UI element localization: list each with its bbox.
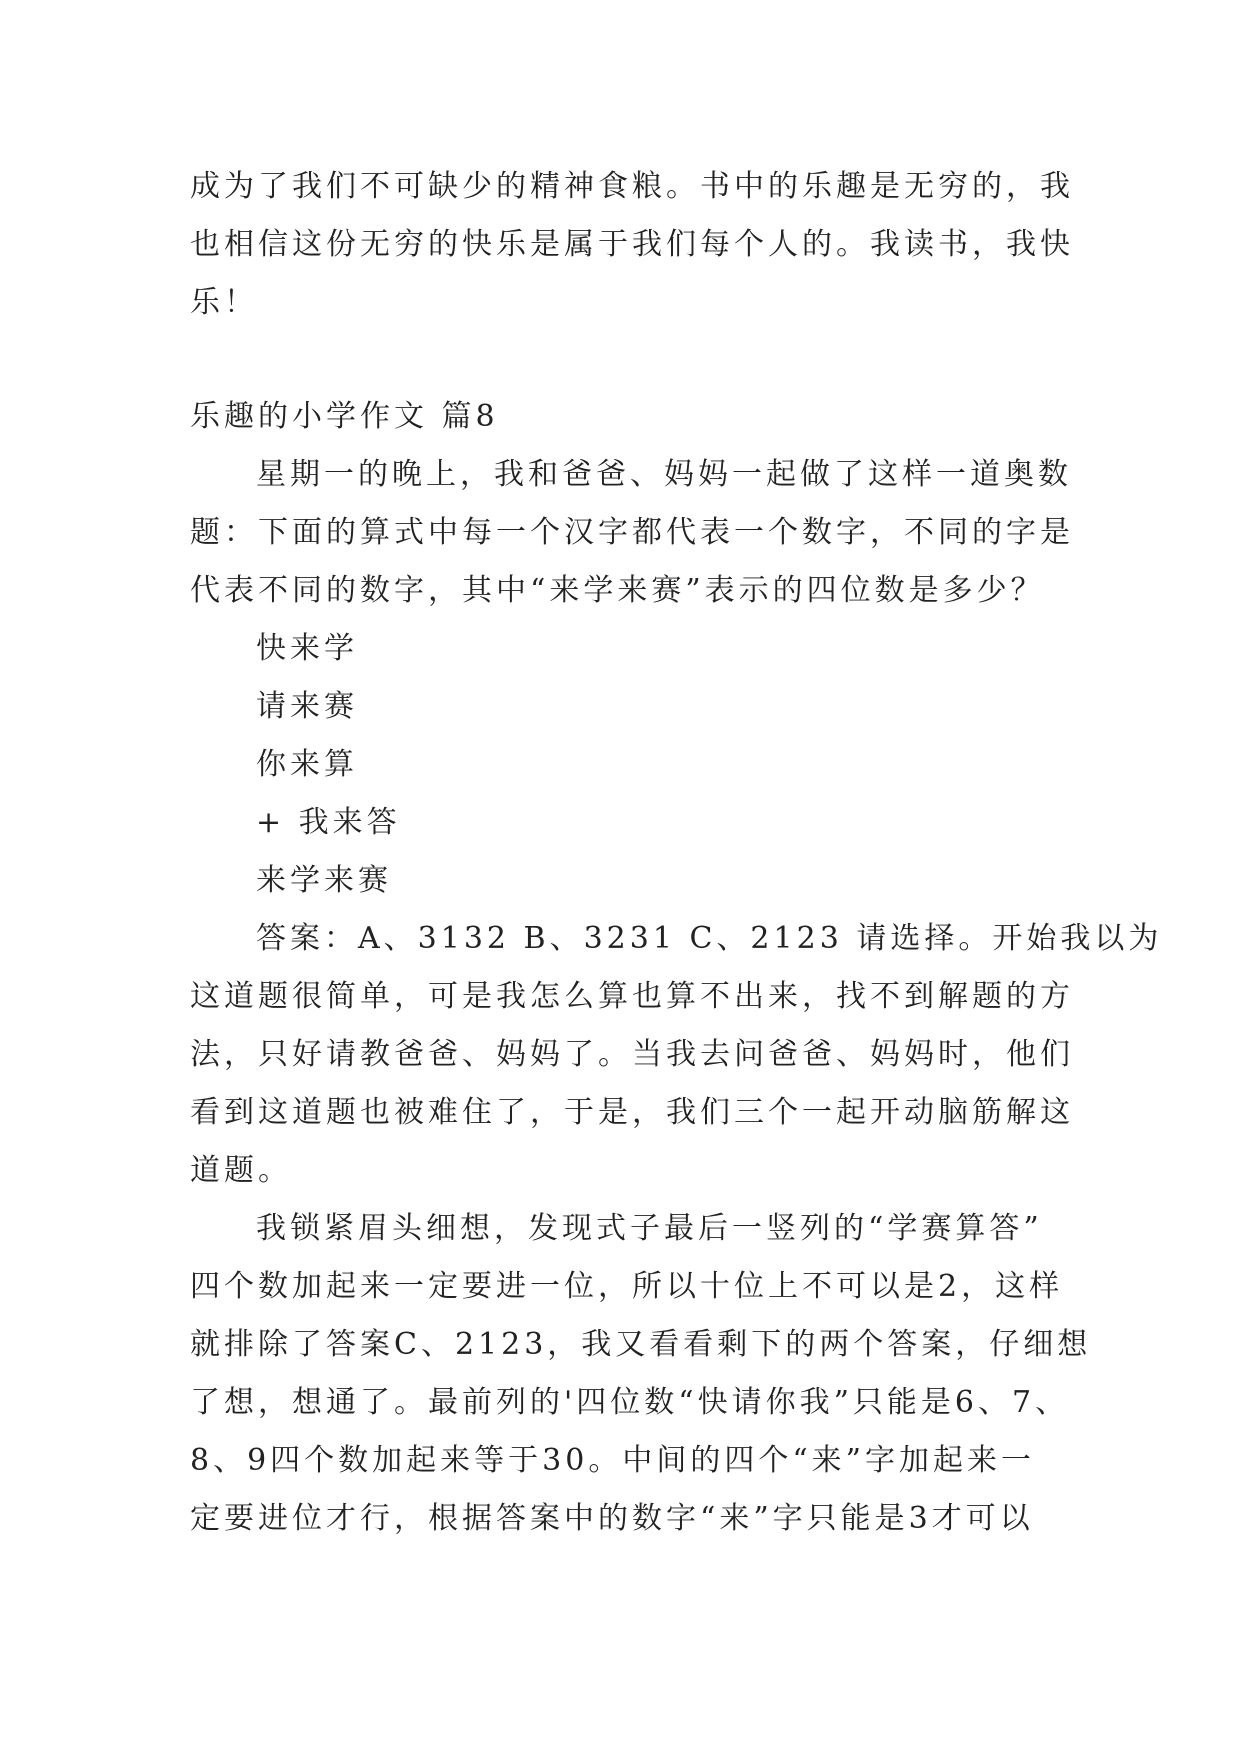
paragraph-line: 四个数加起来一定要进一位，所以十位上不可以是2，这样 <box>190 1269 1064 1304</box>
paragraph-line: 乐！ <box>190 285 258 320</box>
paragraph-line: 8、9四个数加起来等于30。中间的四个“来”字加起来一 <box>190 1443 1036 1478</box>
equation-line: + 我来答 <box>256 805 401 840</box>
paragraph-line: 这道题很简单，可是我怎么算也算不出来，找不到解题的方 <box>190 979 1074 1014</box>
section-heading: 乐趣的小学作文 篇8 <box>190 399 499 434</box>
paragraph-line: 法，只好请教爸爸、妈妈了。当我去问爸爸、妈妈时，他们 <box>190 1037 1074 1072</box>
paragraph-line: 题：下面的算式中每一个汉字都代表一个数字，不同的字是 <box>190 515 1074 550</box>
paragraph-line: 答案：A、3132 B、3231 C、2123 请选择。开始我以为 <box>256 921 1163 956</box>
paragraph-line: 代表不同的数字，其中“来学来赛”表示的四位数是多少？ <box>190 573 1045 608</box>
paragraph-line: 了想，想通了。最前列的'四位数“快请你我”只能是6、7、 <box>190 1385 1070 1420</box>
equation-line: 来学来赛 <box>256 863 392 898</box>
paragraph-line: 道题。 <box>190 1153 292 1188</box>
equation-line: 请来赛 <box>256 689 358 724</box>
paragraph-line: 定要进位才行，根据答案中的数字“来”字只能是3才可以 <box>190 1501 1034 1536</box>
paragraph-line: 看到这道题也被难住了，于是，我们三个一起开动脑筋解这 <box>190 1095 1074 1130</box>
paragraph-line: 我锁紧眉头细想，发现式子最后一竖列的“学赛算答” <box>256 1211 1043 1246</box>
paragraph-line: 就排除了答案C、2123，我又看看剩下的两个答案，仔细想 <box>190 1327 1092 1362</box>
paragraph-line: 星期一的晚上，我和爸爸、妈妈一起做了这样一道奥数 <box>256 457 1072 492</box>
paragraph-line: 也相信这份无穷的快乐是属于我们每个人的。我读书，我快 <box>190 227 1074 262</box>
paragraph-line: 成为了我们不可缺少的精神食粮。书中的乐趣是无穷的，我 <box>190 169 1074 204</box>
equation-line: 快来学 <box>256 631 358 666</box>
equation-line: 你来算 <box>256 747 358 782</box>
